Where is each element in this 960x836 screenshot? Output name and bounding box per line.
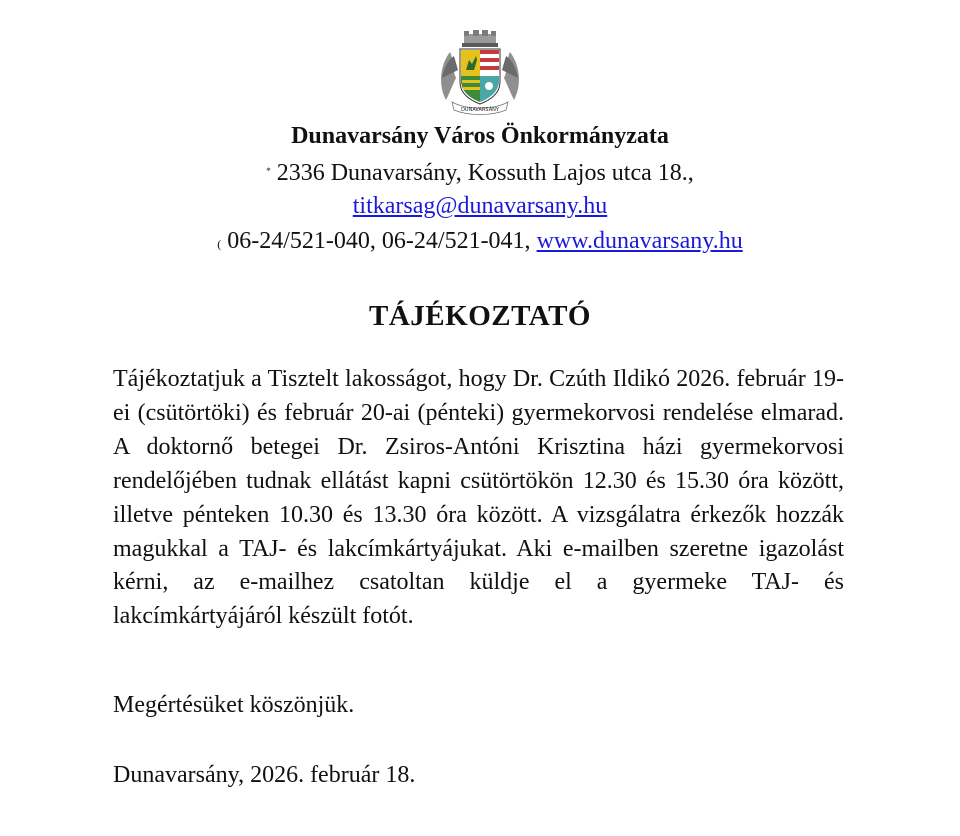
- coat-of-arms-logo: [436, 30, 524, 116]
- phone-icon: (: [217, 237, 222, 251]
- email-link[interactable]: titkarsag@dunavarsany.hu: [352, 193, 608, 219]
- address-line: [0, 154, 960, 190]
- document-title: TÁJÉKOZTATÓ: [369, 300, 591, 332]
- organization-name: Dunavarsány Város Önkormányzata: [291, 123, 669, 149]
- website-link[interactable]: www.dunavarsany.hu: [536, 228, 743, 254]
- address-bullet-icon: *: [266, 166, 271, 176]
- crest-motto: DUNAVARSÁNY: [461, 107, 499, 113]
- notice-body: Tájékoztatjuk a Tisztelt lakosságot, hogy Dr. Czúth Ildikó 2026. február 19-ei (csütörtöki) és február 20-ai (pénteki) gyermekorvosi rendelése elmarad. A doktornő betegei Dr. Zsiros-Antóni Krisztina házi gyermekorvosi rendelőjében tudnak ellátást kapni csütörtökön 12.30 és 15.30 óra között, illetve pénteken 10.30 és 13.30 óra között. A vizsgálatra érkezők hozzák magukkal a TAJ- és lakcímkártyájukat. Aki e-mailben szeretne igazolást kérni, az e-mailhez csatoltan küldje el a gyermeke TAJ- és lakcímkártyájáról készült fotót.: [113, 366, 844, 630]
- phone-line: [0, 224, 960, 261]
- address-text: 2336 Dunavarsány, Kossuth Lajos utca 18.,: [276, 160, 694, 186]
- place-and-date: Dunavarsány, 2026. február 18.: [113, 762, 416, 788]
- phone-numbers: 06-24/521-040, 06-24/521-041,: [227, 228, 531, 254]
- email-line: [0, 189, 960, 223]
- closing-thanks: Megértésüket köszönjük.: [113, 692, 355, 718]
